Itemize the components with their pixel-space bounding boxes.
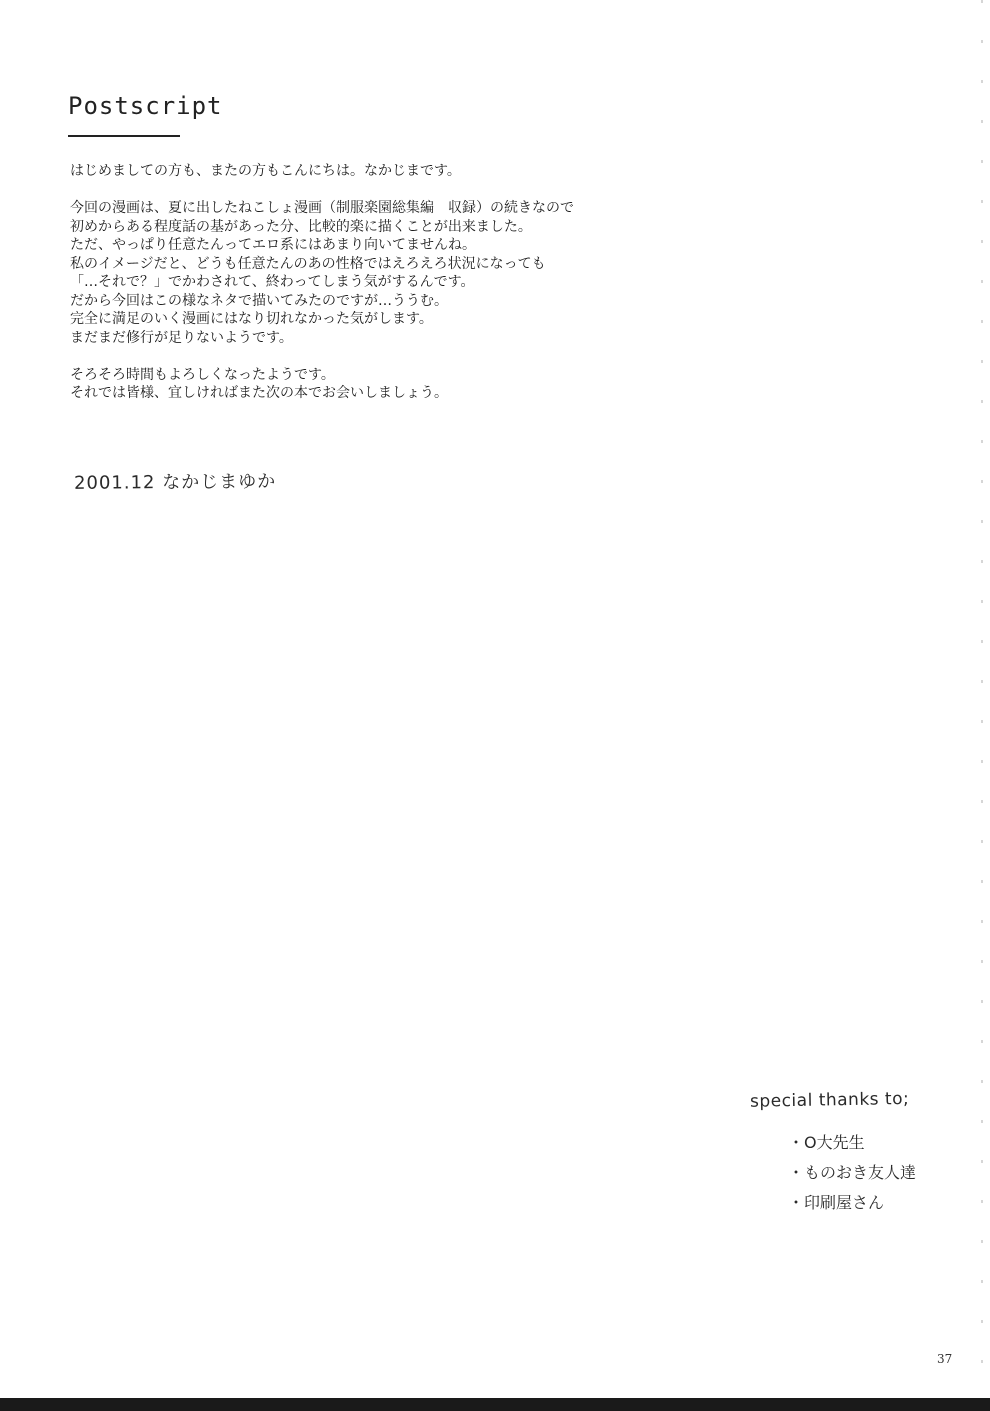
text-line: 私のイメージだと、どうも任意たんのあの性格ではえろえろ状況になっても [70, 255, 546, 272]
text-line: 「…それで？」でかわされて、終わってしまう気がするんです。 [70, 274, 475, 290]
page-title: Postscript [68, 92, 223, 120]
scan-edge-marks [981, 0, 983, 1398]
text-line: 今回の漫画は、夏に出したねこしょ漫画（制服楽園総集編 収録）の続きなので [70, 200, 574, 216]
author-signature: 2001.12 なかじまゆか [73, 471, 277, 494]
list-item [788, 1158, 950, 1188]
bullet-icon: ・ [788, 1133, 805, 1152]
text-line: まだまだ修行が足りないようです。 [70, 329, 293, 346]
text-line: はじめましての方も、またの方もこんにちは。なかじまです。 [70, 163, 461, 179]
text-line: 完全に満足のいく漫画にはなり切れなかった気がします。 [70, 311, 433, 327]
special-thanks [750, 1090, 950, 1218]
text-line: そろそろ時間もよろしくなったようです。 [70, 366, 335, 383]
title-underline [68, 135, 180, 137]
paragraph-2 [70, 199, 690, 347]
bullet-icon: ・ [788, 1193, 805, 1212]
text-line: ただ、やっぱり任意たんってエロ系にはあまり向いてませんね。 [70, 237, 476, 253]
paragraph-3 [70, 366, 690, 403]
bullet-icon: ・ [788, 1163, 805, 1182]
paragraph-1 [70, 162, 690, 181]
thanks-item-label: ものおき友人達 [804, 1163, 917, 1182]
text-line: 初めからある程度話の基があった分、比較的楽に描くことが出来ました。 [70, 218, 532, 235]
text-line: それでは皆様、宜しければまた次の本でお会いしましょう。 [70, 385, 448, 401]
list-item [788, 1128, 950, 1158]
text-line: だから今回はこの様なネタで描いてみたのですが…ううむ。 [70, 292, 448, 309]
thanks-list [788, 1128, 950, 1218]
thanks-item-label: O大先生 [804, 1133, 865, 1152]
thanks-item-label: 印刷屋さん [804, 1193, 885, 1212]
scan-bottom-border [0, 1398, 990, 1411]
postscript-body [70, 162, 690, 421]
list-item [788, 1188, 950, 1218]
page-number: 37 [937, 1352, 953, 1366]
thanks-heading: special thanks to; [749, 1088, 910, 1112]
